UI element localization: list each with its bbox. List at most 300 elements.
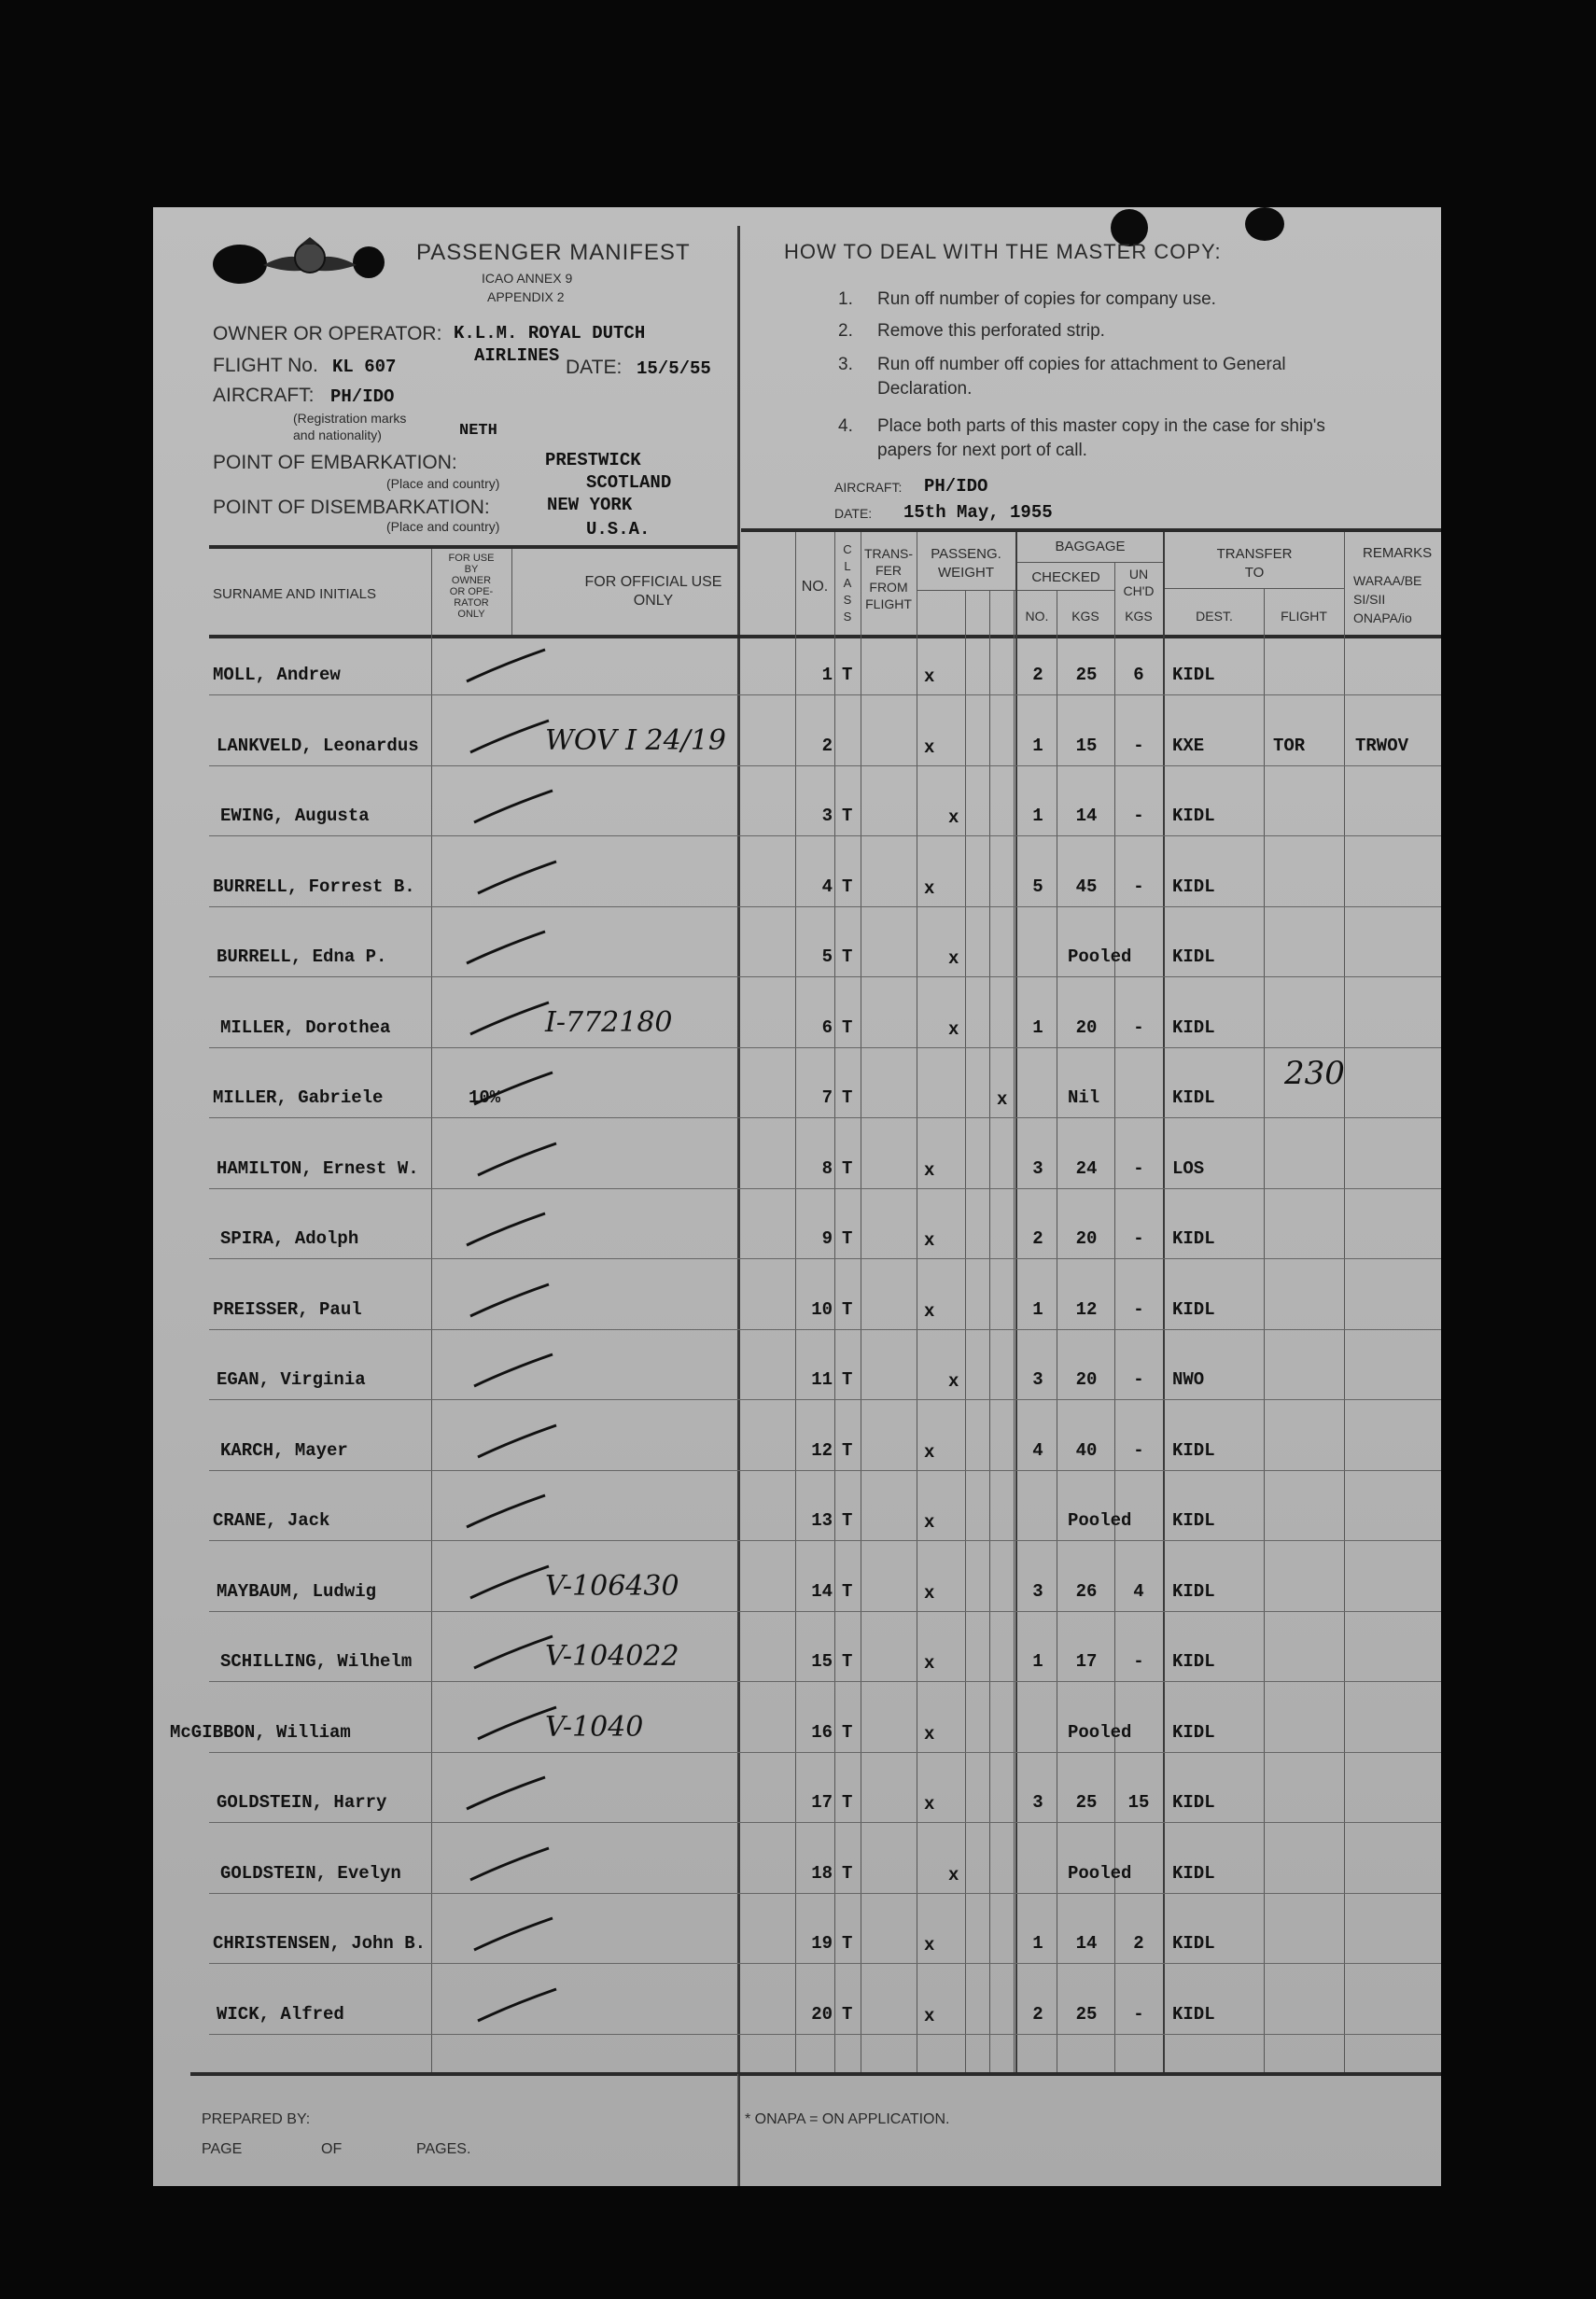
baggage-kgs: 24 — [1075, 1157, 1098, 1179]
check-stroke-icon — [472, 1353, 556, 1395]
passenger-name: KARCH, Mayer — [220, 1439, 348, 1461]
check-stroke-icon — [476, 1423, 560, 1465]
passenger-name: HAMILTON, Ernest W. — [217, 1157, 419, 1179]
embarkation-value: PRESTWICK — [545, 450, 641, 470]
col-sep-no — [795, 532, 796, 2072]
margin-note: 230 — [1284, 1055, 1345, 1092]
date-value: 15/5/55 — [637, 358, 711, 379]
disembarkation-country: U.S.A. — [586, 519, 651, 540]
row-rule — [209, 1470, 1441, 1471]
embarkation-label: POINT OF EMBARKATION: — [213, 452, 457, 473]
passenger-name: MILLER, Dorothea — [220, 1016, 391, 1038]
baggage-kgs: 14 — [1075, 1933, 1098, 1954]
transfer-dest: NWO — [1172, 1369, 1205, 1390]
baggage-sub-rule-2 — [1017, 590, 1114, 591]
unchecked-kgs: - — [1133, 1298, 1144, 1320]
passenger-class: T — [842, 1721, 853, 1743]
instruction-3-text-2: Declaration. — [877, 379, 973, 399]
aircraft-label: AIRCRAFT: — [213, 385, 315, 406]
weight-mark: x — [924, 1582, 935, 1604]
passenger-name: SPIRA, Adolph — [220, 1228, 359, 1249]
passenger-no: 7 — [821, 1087, 833, 1108]
baggage-pooled: Pooled — [1068, 1862, 1132, 1884]
baggage-count: 2 — [1032, 665, 1043, 685]
baggage-pooled: Pooled — [1068, 1721, 1132, 1743]
weight-mark: x — [948, 1371, 959, 1392]
nationality-value: NETH — [459, 422, 497, 440]
page-label: PAGE — [202, 2141, 243, 2157]
col-sep-dest — [1264, 588, 1265, 2072]
baggage-count: 3 — [1032, 1580, 1043, 1602]
disembarkation-value: NEW YORK — [547, 495, 633, 515]
owner-use-line: OWNER — [451, 575, 492, 586]
passenger-class: T — [842, 1862, 853, 1884]
passenger-name: LANKVELD, Leonardus — [217, 735, 419, 756]
unchd-line: UN — [1128, 567, 1149, 582]
punch-hole-right — [1245, 207, 1284, 241]
col-sep-baggage — [1015, 532, 1017, 2072]
weight-mark: x — [924, 1723, 935, 1745]
class-letter: L — [844, 559, 851, 573]
col-sep-weight-a — [965, 590, 966, 2072]
col-header-checked-kgs: KGS — [1071, 609, 1099, 624]
passenger-class: T — [842, 1016, 853, 1038]
instruction-4-text-2: papers for next port of call. — [877, 441, 1087, 460]
check-stroke-icon — [472, 1916, 556, 1958]
transfer-from-line: FROM — [869, 580, 908, 595]
passenger-name: GOLDSTEIN, Harry — [217, 1792, 387, 1813]
passenger-class: T — [842, 1933, 853, 1954]
aircraft-value: PH/IDO — [330, 386, 395, 407]
unchecked-kgs: - — [1133, 2003, 1144, 2025]
passenger-class: T — [842, 876, 853, 897]
transfer-dest: KIDL — [1172, 1087, 1215, 1108]
official-use-note: V-1040 — [545, 1710, 644, 1744]
weight-mark: x — [948, 807, 959, 828]
passenger-class: T — [842, 1510, 853, 1531]
baggage-count: 5 — [1032, 876, 1043, 897]
passenger-no: 14 — [811, 1580, 833, 1602]
baggage-kgs: 25 — [1075, 665, 1098, 685]
baggage-kgs: 12 — [1075, 1298, 1098, 1320]
passenger-name: CHRISTENSEN, John B. — [213, 1933, 427, 1954]
place-country-note-2: (Place and country) — [386, 519, 500, 534]
passenger-name: BURRELL, Edna P. — [217, 946, 387, 967]
instruction-3-num: 3. — [838, 355, 853, 374]
check-stroke-icon — [469, 1283, 553, 1325]
row-rule — [209, 835, 1441, 836]
row-rule — [209, 1681, 1441, 1682]
manifest-sheet — [153, 207, 1441, 2186]
passenger-no: 1 — [821, 665, 833, 685]
transfer-dest: KXE — [1172, 735, 1205, 756]
col-header-checked-no: NO. — [1025, 609, 1049, 624]
owner-use-line: BY — [464, 564, 479, 575]
row-rule — [209, 1540, 1441, 1541]
check-stroke-icon — [472, 789, 556, 831]
copy-date-value: 15th May, 1955 — [903, 502, 1053, 523]
unchd-line: CH'D — [1123, 583, 1155, 598]
col-sep-owner — [431, 549, 432, 2072]
transfer-dest: KIDL — [1172, 1580, 1215, 1602]
check-stroke-icon — [465, 1775, 549, 1817]
col-header-remarks: REMARKS — [1363, 545, 1433, 561]
baggage-sub-rule — [1017, 562, 1163, 563]
weight-mark: x — [948, 948, 959, 969]
transfer-from-line: TRANS- — [863, 546, 914, 561]
class-letter: A — [843, 576, 852, 590]
transfer-from-line: FER — [875, 563, 902, 578]
unchecked-kgs: - — [1133, 1439, 1144, 1461]
of-label: OF — [321, 2141, 343, 2157]
passenger-no: 12 — [811, 1439, 833, 1461]
row-rule — [209, 1399, 1441, 1400]
passenger-name: EGAN, Virginia — [217, 1369, 366, 1390]
header-bottom-rule-right — [741, 528, 1441, 532]
remarks-sub-line: WARAA/BE — [1353, 573, 1422, 588]
baggage-pooled: Pooled — [1068, 946, 1132, 967]
check-stroke-icon — [469, 1564, 553, 1606]
official-use-note: V-106430 — [545, 1569, 679, 1603]
annex-label: ICAO ANNEX 9 — [482, 271, 573, 286]
weight-mark: x — [924, 666, 935, 687]
baggage-kgs: 40 — [1075, 1439, 1098, 1461]
weight-mark: x — [924, 1300, 935, 1322]
owner-label: OWNER OR OPERATOR: — [213, 323, 442, 344]
transfer-dest: KIDL — [1172, 1439, 1215, 1461]
transfer-from-line: FLIGHT — [865, 596, 912, 611]
weight-mark: x — [924, 1935, 935, 1956]
remarks-value: TRWOV — [1355, 735, 1409, 756]
copy-aircraft-value: PH/IDO — [924, 476, 988, 497]
instruction-3-text: Run off number off copies for attachment to General — [877, 355, 1286, 374]
col-header-transfer-from — [861, 545, 917, 612]
col-sep-class — [834, 532, 835, 2072]
col-header-remarks-sub — [1353, 571, 1421, 627]
transfer-dest: KIDL — [1172, 806, 1215, 826]
baggage-kgs: 20 — [1075, 1369, 1098, 1390]
passenger-class: T — [842, 1792, 853, 1813]
header-bottom-rule — [209, 545, 737, 549]
row-rule — [209, 1117, 1441, 1118]
baggage-count: 1 — [1032, 1933, 1043, 1954]
baggage-count: 4 — [1032, 1439, 1043, 1461]
appendix-label: APPENDIX 2 — [487, 289, 565, 304]
unchecked-kgs: - — [1133, 1651, 1144, 1672]
col-header-transfer-to — [1165, 545, 1344, 582]
col-header-passeng-weight — [917, 545, 1015, 582]
baggage-kgs: 20 — [1075, 1016, 1098, 1038]
passenger-name: SCHILLING, Wilhelm — [220, 1651, 413, 1672]
passenger-no: 11 — [811, 1369, 833, 1390]
baggage-pooled: Nil — [1068, 1087, 1100, 1108]
copy-aircraft-label: AIRCRAFT: — [834, 480, 903, 495]
col-header-baggage: BAGGAGE — [1055, 539, 1126, 554]
unchecked-kgs: - — [1133, 1369, 1144, 1390]
transfer-dest: KIDL — [1172, 1228, 1215, 1249]
footer-top-rule — [190, 2072, 1441, 2076]
instruction-1-num: 1. — [838, 289, 853, 309]
passenger-name: PREISSER, Paul — [213, 1298, 362, 1320]
transfer-dest: KIDL — [1172, 665, 1215, 685]
unchecked-kgs: - — [1133, 1228, 1144, 1249]
row-rule — [209, 1188, 1441, 1189]
check-stroke-icon — [465, 1212, 549, 1254]
check-stroke-icon — [465, 930, 549, 972]
check-stroke-icon — [465, 1493, 549, 1535]
check-stroke-icon — [469, 719, 553, 761]
col-header-official — [511, 573, 795, 610]
passenger-no: 19 — [811, 1933, 833, 1954]
owner-use-line: OR OPE- — [449, 586, 494, 597]
class-letter: S — [843, 610, 852, 624]
baggage-kgs: 25 — [1075, 1792, 1098, 1813]
weight-mark: x — [924, 1512, 935, 1533]
col-sep-bag-kgs — [1114, 562, 1115, 2072]
unchecked-kgs: - — [1133, 1157, 1144, 1179]
baggage-kgs: 17 — [1075, 1651, 1098, 1672]
row-rule — [209, 1258, 1441, 1259]
weight-mark: x — [924, 1653, 935, 1674]
col-header-owner-use — [431, 553, 511, 620]
passenger-name: EWING, Augusta — [220, 806, 370, 826]
instruction-2-text: Remove this perforated strip. — [877, 321, 1105, 341]
passenger-name: GOLDSTEIN, Evelyn — [220, 1862, 401, 1884]
weight-line: WEIGHT — [938, 565, 994, 581]
footer-divider — [737, 2074, 738, 2186]
col-sep-weight-b — [989, 590, 990, 2072]
transfer-dest: KIDL — [1172, 1862, 1215, 1884]
registration-note: (Registration marks — [293, 411, 407, 426]
passenger-name: MOLL, Andrew — [213, 665, 341, 685]
passenger-class: T — [842, 665, 853, 685]
remarks-sub-line: ONAPA/io — [1353, 610, 1412, 625]
passenger-class: T — [842, 1580, 853, 1602]
official-use-note: V-104022 — [545, 1640, 679, 1673]
check-stroke-icon — [469, 1001, 553, 1043]
row-rule — [209, 1611, 1441, 1612]
official-use-note: I-772180 — [545, 1005, 673, 1039]
passenger-name: CRANE, Jack — [213, 1510, 330, 1531]
disembarkation-label: POINT OF DISEMBARKATION: — [213, 497, 490, 518]
instruction-1-text: Run off number of copies for company use. — [877, 289, 1216, 309]
row-rule — [209, 1963, 1441, 1964]
passenger-no: 20 — [811, 2003, 833, 2025]
instruction-4-text: Place both parts of this master copy in the case for ship's — [877, 416, 1325, 436]
embarkation-country: SCOTLAND — [586, 472, 672, 493]
passenger-name: BURRELL, Forrest B. — [213, 876, 415, 897]
baggage-kgs: 26 — [1075, 1580, 1098, 1602]
passenger-no: 16 — [811, 1721, 833, 1743]
transfer-dest: KIDL — [1172, 876, 1215, 897]
klm-logo-icon — [263, 237, 357, 286]
onapa-note: * ONAPA = ON APPLICATION. — [745, 2111, 950, 2127]
weight-mark: x — [924, 877, 935, 899]
weight-mark: x — [948, 1018, 959, 1040]
baggage-count: 1 — [1032, 1651, 1043, 1672]
col-header-no: NO. — [801, 579, 829, 595]
passenger-no: 8 — [821, 1157, 833, 1179]
baggage-count: 2 — [1032, 2003, 1043, 2025]
check-stroke-icon — [469, 1846, 553, 1888]
passenger-class: T — [842, 806, 853, 826]
row-rule — [209, 1822, 1441, 1823]
transfer-to-line: TO — [1244, 565, 1265, 581]
instruction-4-num: 4. — [838, 416, 853, 436]
passenger-no: 17 — [811, 1792, 833, 1813]
row-rule — [209, 906, 1441, 907]
weight-mark: x — [924, 1794, 935, 1815]
logo-blot-right — [353, 246, 385, 278]
baggage-kgs: 15 — [1075, 735, 1098, 756]
row-rule — [209, 694, 1441, 695]
unchecked-kgs: 2 — [1133, 1933, 1144, 1954]
row-rule — [209, 765, 1441, 766]
transfer-dest: LOS — [1172, 1157, 1205, 1179]
passenger-no: 5 — [821, 946, 833, 967]
owner-mark: 10% — [469, 1087, 501, 1108]
row-rule — [209, 1752, 1441, 1753]
col-header-class — [834, 541, 861, 625]
passenger-no: 18 — [811, 1862, 833, 1884]
baggage-count: 3 — [1032, 1157, 1043, 1179]
instructions-title: HOW TO DEAL WITH THE MASTER COPY: — [784, 240, 1222, 263]
baggage-count: 2 — [1032, 1228, 1043, 1249]
weight-mark: x — [948, 1864, 959, 1885]
row-rule — [209, 1047, 1441, 1048]
column-header-bottom-rule — [209, 635, 1441, 638]
passenger-class: T — [842, 1157, 853, 1179]
baggage-kgs: 25 — [1075, 2003, 1098, 2025]
unchecked-kgs: - — [1133, 876, 1144, 897]
baggage-count: 1 — [1032, 806, 1043, 826]
weight-mark: x — [924, 1441, 935, 1463]
baggage-count: 1 — [1032, 735, 1043, 756]
official-line: FOR OFFICIAL USE — [584, 574, 722, 590]
row-rule — [209, 1329, 1441, 1330]
owner-value: K.L.M. ROYAL DUTCH — [454, 323, 646, 343]
check-stroke-icon — [476, 1987, 560, 2029]
col-header-checked: CHECKED — [1031, 569, 1100, 585]
weight-sub-rule — [917, 590, 1015, 591]
weight-mark: x — [997, 1089, 1008, 1110]
passenger-class: T — [842, 1298, 853, 1320]
pages-label: PAGES. — [416, 2141, 471, 2157]
unchecked-kgs: 4 — [1133, 1580, 1144, 1602]
baggage-count: 3 — [1032, 1792, 1043, 1813]
passenger-class: T — [842, 1369, 853, 1390]
passenger-name: MILLER, Gabriele — [213, 1087, 384, 1108]
row-rule — [209, 1893, 1441, 1894]
weight-mark: x — [924, 2005, 935, 2026]
transfer-flight: TOR — [1273, 735, 1306, 756]
passenger-class: T — [842, 1228, 853, 1249]
check-stroke-icon — [476, 860, 560, 902]
transfer-dest: KIDL — [1172, 2003, 1215, 2025]
col-header-unchd-kgs: KGS — [1125, 609, 1153, 624]
copy-date-label: DATE: — [834, 506, 873, 521]
transfer-dest: KIDL — [1172, 1016, 1215, 1038]
owner-value-2: AIRLINES — [474, 345, 560, 366]
passenger-class: T — [842, 1087, 853, 1108]
col-header-dest: DEST. — [1196, 609, 1233, 624]
passenger-class: T — [842, 946, 853, 967]
flight-value: KL 607 — [332, 357, 397, 377]
passenger-no: 9 — [821, 1228, 833, 1249]
passenger-no: 6 — [821, 1016, 833, 1038]
registration-note-2: and nationality) — [293, 428, 382, 442]
col-sep-transfer-to — [1163, 532, 1165, 2072]
col-header-unchd — [1114, 566, 1163, 599]
baggage-kgs: 20 — [1075, 1228, 1098, 1249]
transfer-dest: KIDL — [1172, 1510, 1215, 1531]
transfer-dest: KIDL — [1172, 1721, 1215, 1743]
logo-blot — [213, 245, 267, 284]
date-label: DATE: — [566, 357, 623, 378]
passenger-no: 3 — [821, 806, 833, 826]
passenger-class: T — [842, 1439, 853, 1461]
flight-label: FLIGHT No. — [213, 355, 318, 376]
baggage-count: 1 — [1032, 1016, 1043, 1038]
baggage-kgs: 14 — [1075, 806, 1098, 826]
baggage-count: 3 — [1032, 1369, 1043, 1390]
check-stroke-icon — [476, 1705, 560, 1747]
passenger-no: 15 — [811, 1651, 833, 1672]
transfer-to-line: TRANSFER — [1216, 546, 1293, 562]
col-header-surname: SURNAME AND INITIALS — [213, 586, 377, 602]
weight-mark: x — [924, 1230, 935, 1251]
instruction-2-num: 2. — [838, 321, 853, 341]
transfer-dest: KIDL — [1172, 1933, 1215, 1954]
manifest-title: PASSENGER MANIFEST — [416, 240, 691, 265]
check-stroke-icon — [472, 1634, 556, 1676]
baggage-pooled: Pooled — [1068, 1510, 1132, 1531]
check-stroke-icon — [472, 1071, 556, 1113]
unchecked-kgs: - — [1133, 806, 1144, 826]
unchecked-kgs: - — [1133, 1016, 1144, 1038]
transfer-sub-rule — [1165, 588, 1344, 589]
transfer-dest: KIDL — [1172, 1298, 1215, 1320]
passenger-no: 13 — [811, 1510, 833, 1531]
official-use-note: WOV I 24/19 — [545, 723, 726, 757]
owner-use-line: FOR USE — [448, 553, 495, 564]
col-header-flight: FLIGHT — [1281, 609, 1327, 624]
row-rule — [209, 976, 1441, 977]
passenger-class: T — [842, 2003, 853, 2025]
weight-mark: x — [924, 1159, 935, 1181]
passenger-no: 4 — [821, 876, 833, 897]
col-sep-remarks — [1344, 532, 1345, 2072]
unchecked-kgs: - — [1133, 735, 1144, 756]
check-stroke-icon — [476, 1142, 560, 1184]
weight-line: PASSENG. — [931, 546, 1001, 562]
col-sep-weight-c — [1014, 590, 1015, 2072]
passenger-name: MAYBAUM, Ludwig — [217, 1580, 377, 1602]
baggage-kgs: 45 — [1075, 876, 1098, 897]
passenger-name: WICK, Alfred — [217, 2003, 344, 2025]
unchecked-kgs: 6 — [1133, 665, 1144, 685]
unchecked-kgs: 15 — [1127, 1792, 1150, 1813]
transfer-dest: KIDL — [1172, 1651, 1215, 1672]
passenger-no: 2 — [821, 735, 833, 756]
owner-use-line: ONLY — [457, 609, 485, 620]
transfer-dest: KIDL — [1172, 1792, 1215, 1813]
remarks-sub-line: SI/SII — [1353, 592, 1386, 607]
official-line: ONLY — [633, 593, 674, 609]
passenger-no: 10 — [811, 1298, 833, 1320]
owner-use-line: RATOR — [454, 597, 489, 609]
check-stroke-icon — [465, 648, 549, 690]
